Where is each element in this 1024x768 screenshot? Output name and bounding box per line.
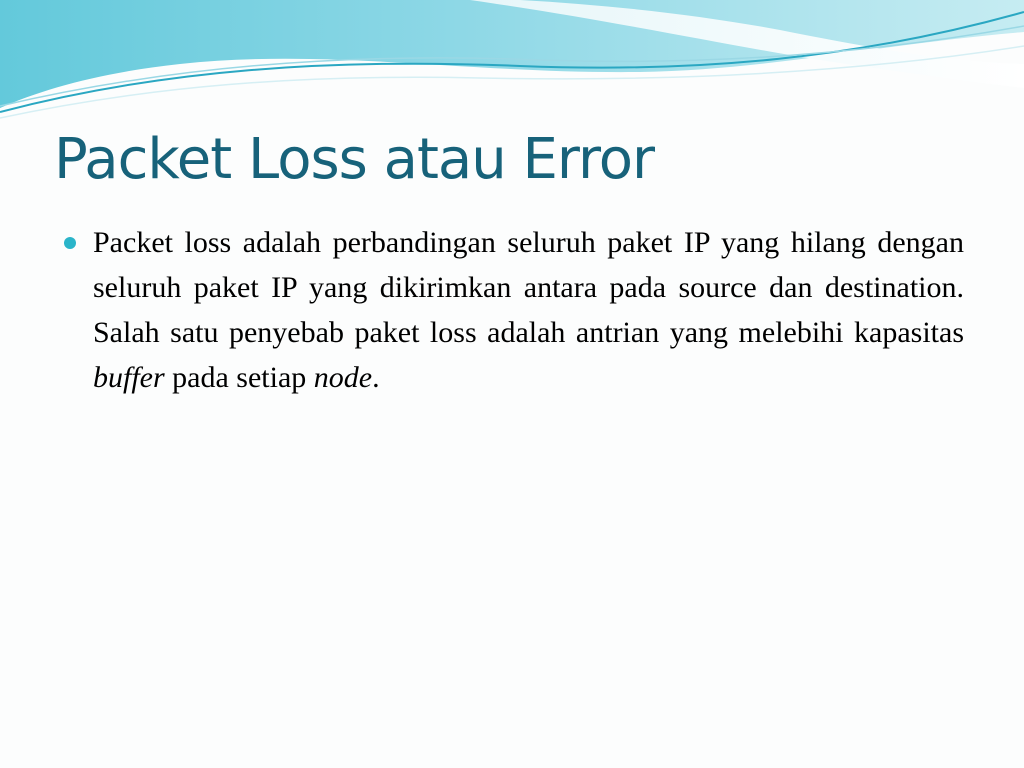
bullet-text-part: . [372, 361, 380, 394]
bullet-emphasis-node: node [313, 361, 373, 394]
bullet-dot-icon [64, 237, 76, 249]
bullet-item [62, 220, 964, 400]
bullet-list [62, 220, 964, 400]
bullet-text-part: pada setiap [164, 361, 314, 394]
bullet-text-part: Packet loss adalah perbandingan seluruh paket IP yang hilang dengan seluruh paket IP yang dikirimkan antara pada source dan destination. Salah satu penyebab paket loss adalah antrian yang melebihi kapasitas [93, 226, 964, 349]
slide-title: Packet Loss atau Error [54, 127, 655, 192]
bullet-emphasis-buffer: buffer [93, 361, 165, 394]
decorative-wave-header [0, 0, 1024, 130]
